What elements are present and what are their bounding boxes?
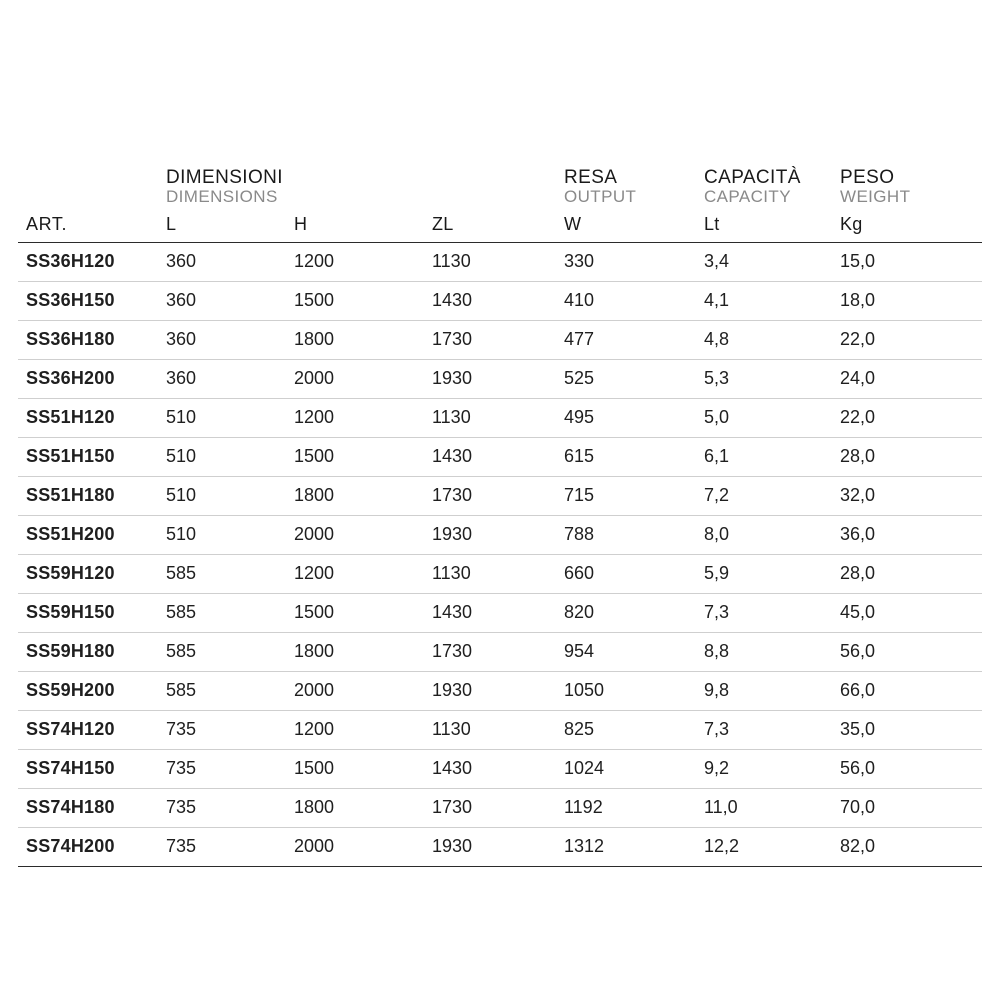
cell-lt: 4,8 [696, 320, 832, 359]
cell-zl: 1930 [424, 515, 556, 554]
table-row [18, 437, 982, 476]
group-header-capacita-it: CAPACITÀ [704, 167, 801, 188]
cell-lt: 12,2 [696, 827, 832, 866]
cell-kg: 22,0 [832, 320, 982, 359]
cell-zl: 1130 [424, 554, 556, 593]
table-group-header-row [18, 168, 982, 212]
cell-zl: 1730 [424, 320, 556, 359]
cell-zl: 1430 [424, 437, 556, 476]
cell-h: 1500 [286, 593, 424, 632]
cell-lt: 8,8 [696, 632, 832, 671]
cell-art: SS36H200 [18, 359, 158, 398]
table-row [18, 281, 982, 320]
cell-w: 1192 [556, 788, 696, 827]
cell-l: 735 [158, 710, 286, 749]
cell-lt: 5,3 [696, 359, 832, 398]
cell-w: 410 [556, 281, 696, 320]
table-row [18, 593, 982, 632]
specifications-table [18, 168, 982, 867]
table-row [18, 242, 982, 281]
cell-h: 2000 [286, 671, 424, 710]
table-row [18, 554, 982, 593]
cell-w: 715 [556, 476, 696, 515]
cell-zl: 1930 [424, 671, 556, 710]
group-header-resa-en: OUTPUT [564, 186, 637, 206]
cell-h: 2000 [286, 515, 424, 554]
cell-art: SS74H150 [18, 749, 158, 788]
cell-kg: 36,0 [832, 515, 982, 554]
cell-lt: 7,2 [696, 476, 832, 515]
cell-art: SS59H120 [18, 554, 158, 593]
cell-lt: 9,2 [696, 749, 832, 788]
cell-h: 2000 [286, 359, 424, 398]
cell-lt: 8,0 [696, 515, 832, 554]
cell-l: 360 [158, 281, 286, 320]
cell-h: 1500 [286, 281, 424, 320]
cell-art: SS59H150 [18, 593, 158, 632]
cell-zl: 1130 [424, 710, 556, 749]
cell-h: 1200 [286, 554, 424, 593]
column-header-w: W [556, 212, 696, 243]
cell-l: 510 [158, 398, 286, 437]
cell-art: SS51H200 [18, 515, 158, 554]
column-header-kg: Kg [832, 212, 982, 243]
cell-l: 585 [158, 632, 286, 671]
cell-zl: 1430 [424, 749, 556, 788]
cell-zl: 1930 [424, 359, 556, 398]
group-header-resa [556, 168, 696, 212]
cell-w: 660 [556, 554, 696, 593]
cell-zl: 1730 [424, 632, 556, 671]
cell-zl: 1130 [424, 398, 556, 437]
table-row [18, 515, 982, 554]
cell-l: 360 [158, 242, 286, 281]
cell-w: 1024 [556, 749, 696, 788]
table-body [18, 242, 982, 866]
table-row [18, 398, 982, 437]
cell-w: 477 [556, 320, 696, 359]
column-header-lt: Lt [696, 212, 832, 243]
cell-h: 1800 [286, 476, 424, 515]
cell-art: SS51H150 [18, 437, 158, 476]
cell-kg: 45,0 [832, 593, 982, 632]
table-row [18, 788, 982, 827]
cell-zl: 1730 [424, 476, 556, 515]
cell-zl: 1930 [424, 827, 556, 866]
cell-lt: 9,8 [696, 671, 832, 710]
cell-lt: 7,3 [696, 593, 832, 632]
column-header-h: H [286, 212, 424, 243]
cell-w: 1312 [556, 827, 696, 866]
cell-art: SS36H180 [18, 320, 158, 359]
cell-kg: 66,0 [832, 671, 982, 710]
cell-lt: 5,9 [696, 554, 832, 593]
cell-h: 1800 [286, 632, 424, 671]
cell-h: 1500 [286, 437, 424, 476]
cell-lt: 5,0 [696, 398, 832, 437]
cell-h: 1800 [286, 788, 424, 827]
group-header-spacer-h [286, 168, 424, 212]
cell-lt: 3,4 [696, 242, 832, 281]
cell-art: SS74H200 [18, 827, 158, 866]
cell-kg: 32,0 [832, 476, 982, 515]
cell-w: 954 [556, 632, 696, 671]
cell-kg: 35,0 [832, 710, 982, 749]
group-header-dimensioni [158, 168, 286, 212]
cell-art: SS36H150 [18, 281, 158, 320]
cell-kg: 56,0 [832, 749, 982, 788]
cell-art: SS36H120 [18, 242, 158, 281]
group-header-art [18, 168, 158, 212]
cell-kg: 82,0 [832, 827, 982, 866]
cell-kg: 18,0 [832, 281, 982, 320]
cell-l: 360 [158, 320, 286, 359]
cell-art: SS59H200 [18, 671, 158, 710]
table-column-header-row [18, 212, 982, 243]
cell-art: SS51H180 [18, 476, 158, 515]
cell-l: 735 [158, 749, 286, 788]
group-header-peso-en: WEIGHT [840, 186, 911, 206]
cell-w: 525 [556, 359, 696, 398]
cell-h: 2000 [286, 827, 424, 866]
cell-w: 1050 [556, 671, 696, 710]
cell-kg: 70,0 [832, 788, 982, 827]
cell-lt: 6,1 [696, 437, 832, 476]
cell-h: 1500 [286, 749, 424, 788]
cell-kg: 28,0 [832, 437, 982, 476]
group-header-peso-it: PESO [840, 167, 895, 188]
group-header-capacita-en: CAPACITY [704, 186, 791, 206]
cell-w: 825 [556, 710, 696, 749]
cell-lt: 4,1 [696, 281, 832, 320]
cell-zl: 1430 [424, 281, 556, 320]
cell-w: 788 [556, 515, 696, 554]
cell-w: 495 [556, 398, 696, 437]
cell-h: 1200 [286, 710, 424, 749]
cell-art: SS51H120 [18, 398, 158, 437]
cell-art: SS59H180 [18, 632, 158, 671]
cell-zl: 1430 [424, 593, 556, 632]
cell-h: 1800 [286, 320, 424, 359]
table-header [18, 168, 982, 242]
cell-l: 735 [158, 827, 286, 866]
column-header-zl: ZL [424, 212, 556, 243]
cell-h: 1200 [286, 398, 424, 437]
cell-l: 585 [158, 671, 286, 710]
group-header-peso [832, 168, 982, 212]
table-row [18, 749, 982, 788]
table-row [18, 671, 982, 710]
cell-art: SS74H180 [18, 788, 158, 827]
cell-l: 510 [158, 515, 286, 554]
cell-kg: 24,0 [832, 359, 982, 398]
cell-h: 1200 [286, 242, 424, 281]
group-header-resa-it: RESA [564, 167, 618, 188]
column-header-l: L [158, 212, 286, 243]
cell-kg: 56,0 [832, 632, 982, 671]
cell-kg: 28,0 [832, 554, 982, 593]
cell-w: 820 [556, 593, 696, 632]
cell-l: 510 [158, 476, 286, 515]
cell-zl: 1730 [424, 788, 556, 827]
column-header-art: ART. [18, 212, 158, 243]
group-header-spacer-zl [424, 168, 556, 212]
table-row [18, 632, 982, 671]
group-header-dimensioni-it: DIMENSIONI [166, 167, 283, 188]
cell-lt: 11,0 [696, 788, 832, 827]
cell-art: SS74H120 [18, 710, 158, 749]
cell-kg: 15,0 [832, 242, 982, 281]
table-row [18, 710, 982, 749]
cell-l: 585 [158, 593, 286, 632]
cell-lt: 7,3 [696, 710, 832, 749]
group-header-dimensioni-en: DIMENSIONS [166, 186, 278, 206]
cell-l: 510 [158, 437, 286, 476]
table-row [18, 476, 982, 515]
cell-l: 585 [158, 554, 286, 593]
table-row [18, 359, 982, 398]
table-row [18, 827, 982, 866]
table-row [18, 320, 982, 359]
cell-zl: 1130 [424, 242, 556, 281]
cell-kg: 22,0 [832, 398, 982, 437]
cell-l: 735 [158, 788, 286, 827]
cell-w: 330 [556, 242, 696, 281]
group-header-capacita [696, 168, 832, 212]
cell-w: 615 [556, 437, 696, 476]
cell-l: 360 [158, 359, 286, 398]
